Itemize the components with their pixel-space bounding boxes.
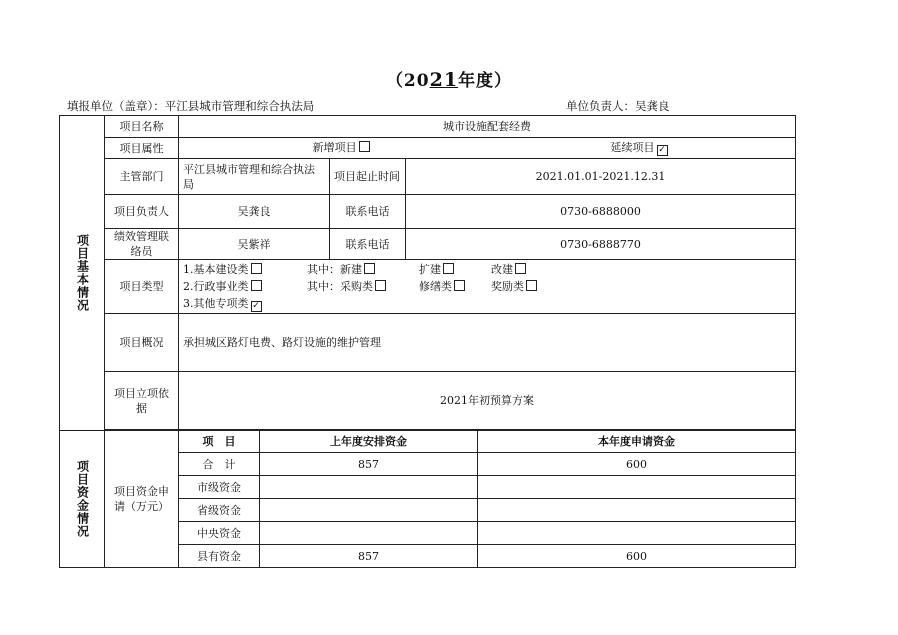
new-project-checkbox[interactable] xyxy=(359,141,370,152)
col-last-year-header: 上年度安排资金 xyxy=(260,431,478,453)
project-name-value: 城市设施配套经费 xyxy=(179,116,796,138)
dept-value: 平江县城市管理和综合执法局 xyxy=(179,159,330,195)
project-type-label: 项目类型 xyxy=(105,260,179,314)
fund-row-this xyxy=(478,476,796,499)
new-build-checkbox[interactable] xyxy=(364,263,375,274)
filling-unit: 填报单位（盖章）：平江县城市管理和综合执法局 xyxy=(67,99,315,113)
fund-row-this: 600 xyxy=(478,545,796,568)
perf-contact-value: 吴紫祥 xyxy=(179,229,330,260)
fund-row-this xyxy=(478,499,796,522)
owner-phone-value: 0730-6888000 xyxy=(406,195,796,229)
period-value: 2021.01.01-2021.12.31 xyxy=(406,159,796,195)
fund-row-last: 857 xyxy=(260,545,478,568)
project-attr-label: 项目属性 xyxy=(105,138,179,159)
fund-row-this: 600 xyxy=(478,453,796,476)
project-form-table xyxy=(59,115,796,568)
fund-row-last xyxy=(260,522,478,545)
basis-value: 2021年初预算方案 xyxy=(179,372,796,430)
col-item-header: 项 目 xyxy=(179,431,260,453)
perf-phone-value: 0730-6888770 xyxy=(406,229,796,260)
reward-checkbox[interactable] xyxy=(526,280,537,291)
project-name-label: 项目名称 xyxy=(105,116,179,138)
funds-apply-label: 项目资金申请（万元） xyxy=(105,431,179,568)
repair-checkbox[interactable] xyxy=(454,280,465,291)
type1-checkbox[interactable] xyxy=(251,263,262,274)
fund-row-name: 中央资金 xyxy=(179,522,260,545)
type2-checkbox[interactable] xyxy=(251,280,262,291)
fund-row-last xyxy=(260,476,478,499)
fund-row-this xyxy=(478,522,796,545)
project-attr-options: 新增项目 延续项目 ✓ xyxy=(179,138,796,159)
col-this-year-header: 本年度申请资金 xyxy=(478,431,796,453)
project-type-options: 1.基本建设类 其中：新建 扩建 改建 2.行政事业类 其中：采购类 修缮类 奖励类 3.其他专项类 ✓ xyxy=(179,260,796,314)
fund-row-name: 省级资金 xyxy=(179,499,260,522)
fund-row-name: 合 计 xyxy=(179,453,260,476)
period-label: 项目起止时间 xyxy=(330,159,406,195)
perf-phone-label: 联系电话 xyxy=(330,229,406,260)
overview-label: 项目概况 xyxy=(105,314,179,372)
dept-label: 主管部门 xyxy=(105,159,179,195)
basis-label: 项目立项依据 xyxy=(105,372,179,430)
rebuild-checkbox[interactable] xyxy=(515,263,526,274)
owner-phone-label: 联系电话 xyxy=(330,195,406,229)
owner-label: 项目负责人 xyxy=(105,195,179,229)
fund-row-name: 市级资金 xyxy=(179,476,260,499)
owner-value: 吴龚良 xyxy=(179,195,330,229)
fund-row-name: 县有资金 xyxy=(179,545,260,568)
section-basic-info: 项目基本情况 xyxy=(60,116,105,431)
fund-row-last: 857 xyxy=(260,453,478,476)
unit-leader: 单位负责人：吴龚良 xyxy=(566,99,670,113)
purchase-checkbox[interactable] xyxy=(375,280,386,291)
overview-value: 承担城区路灯电费、路灯设施的维护管理 xyxy=(179,314,796,372)
continued-project-checkbox[interactable]: ✓ xyxy=(658,145,666,155)
perf-contact-label: 绩效管理联络员 xyxy=(105,229,179,260)
expand-checkbox[interactable] xyxy=(443,263,454,274)
type3-checkbox[interactable]: ✓ xyxy=(252,300,260,311)
section-funds-info: 项目资金情况 xyxy=(60,431,105,568)
page-title: （2021年度） xyxy=(385,69,513,91)
fund-row-last xyxy=(260,499,478,522)
